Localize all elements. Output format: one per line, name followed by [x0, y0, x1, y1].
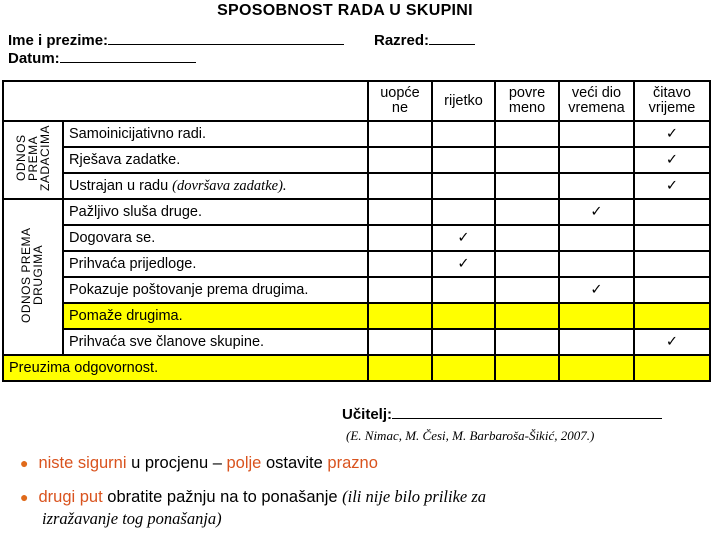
page-title: SPOSOBNOST RADA U SKUPINI	[217, 2, 473, 19]
row-label: Prihvaća sve članove skupine.	[63, 329, 368, 355]
col-header: uopće ne	[368, 81, 432, 121]
date-field[interactable]	[8, 50, 196, 67]
rating-cell[interactable]	[634, 147, 710, 173]
row-label: Pažljivo sluša druge.	[63, 199, 368, 225]
teacher-label: Učitelj:	[342, 406, 393, 423]
rating-cell[interactable]	[634, 199, 710, 225]
row-label: Ustrajan u radu (dovršava zadatke).	[63, 173, 368, 199]
rating-cell[interactable]	[495, 303, 559, 329]
rating-cell[interactable]	[559, 277, 634, 303]
table-row	[3, 225, 710, 251]
rating-cell[interactable]	[634, 225, 710, 251]
rating-cell[interactable]	[368, 329, 432, 355]
rating-cell[interactable]	[432, 173, 495, 199]
rating-cell[interactable]	[368, 303, 432, 329]
rating-cell[interactable]	[634, 277, 710, 303]
rating-cell[interactable]	[432, 199, 495, 225]
rating-cell[interactable]	[559, 251, 634, 277]
rating-cell[interactable]	[368, 251, 432, 277]
check-icon: ✓	[665, 334, 679, 350]
name-field[interactable]	[8, 32, 344, 49]
rating-cell[interactable]	[368, 173, 432, 199]
check-icon: ✓	[457, 256, 470, 272]
name-line[interactable]	[108, 32, 344, 45]
rating-cell[interactable]	[559, 329, 634, 355]
table-row	[3, 251, 710, 277]
date-line[interactable]	[60, 50, 196, 63]
col-header: čitavo vrijeme	[634, 81, 710, 121]
rating-cell[interactable]	[432, 303, 495, 329]
rating-cell[interactable]	[634, 329, 710, 355]
row-label: Prihvaća prijedloge.	[63, 251, 368, 277]
rating-cell[interactable]	[559, 303, 634, 329]
rating-cell[interactable]	[634, 355, 710, 381]
rating-cell[interactable]	[634, 121, 710, 147]
rating-cell[interactable]	[634, 251, 710, 277]
row-label: Samoinicijativno radi.	[63, 121, 368, 147]
rating-cell[interactable]	[432, 121, 495, 147]
rating-cell[interactable]	[432, 225, 495, 251]
rating-cell[interactable]	[432, 251, 495, 277]
note-2: ● drugi put obratite pažnju na to ponašanje (ili nije bilo prilike za	[20, 487, 487, 506]
note-2-continued: izražavanje tog ponašanja)	[42, 509, 222, 528]
rating-cell[interactable]	[559, 147, 634, 173]
col-header: povre meno	[495, 81, 559, 121]
rating-cell[interactable]	[634, 303, 710, 329]
class-line[interactable]	[429, 32, 475, 45]
rating-cell[interactable]	[495, 199, 559, 225]
rating-cell[interactable]	[368, 121, 432, 147]
header-row	[3, 81, 710, 121]
rating-cell[interactable]	[368, 147, 432, 173]
table-row	[3, 329, 710, 355]
table-row	[3, 303, 710, 329]
header-blank	[3, 81, 368, 121]
check-icon: ✓	[665, 126, 679, 142]
check-icon: ✓	[665, 152, 679, 168]
row-label: Dogovara se.	[63, 225, 368, 251]
table-row	[3, 277, 710, 303]
name-label: Ime i prezime:	[8, 32, 109, 49]
rating-cell[interactable]	[432, 355, 495, 381]
teacher-field[interactable]	[342, 406, 662, 423]
bullet-icon: ●	[20, 455, 29, 471]
bullet-icon: ●	[20, 489, 29, 505]
rating-cell[interactable]	[559, 225, 634, 251]
rating-cell[interactable]	[495, 251, 559, 277]
check-icon: ✓	[457, 230, 470, 246]
check-icon: ✓	[665, 178, 679, 194]
rating-cell[interactable]	[634, 173, 710, 199]
citation: (E. Nimac, M. Česi, M. Barbaroša-Šikić, 2007.)	[346, 428, 595, 443]
table-row	[3, 355, 710, 381]
rating-cell[interactable]	[368, 199, 432, 225]
check-icon: ✓	[590, 282, 603, 298]
table-row	[3, 147, 710, 173]
col-header: rijetko	[432, 81, 495, 121]
rating-cell[interactable]	[495, 355, 559, 381]
table-row	[3, 173, 710, 199]
rating-cell[interactable]	[495, 329, 559, 355]
note-1: ● niste sigurni u procjenu – polje ostavite prazno	[20, 454, 378, 472]
rating-cell[interactable]	[495, 173, 559, 199]
assessment-table	[2, 80, 711, 382]
rating-cell[interactable]	[495, 277, 559, 303]
row-label: Pomaže drugima.	[63, 303, 368, 329]
group-label-others: ODNOS PREMA DRUGIMA	[3, 199, 63, 355]
rating-cell[interactable]	[432, 147, 495, 173]
rating-cell[interactable]	[368, 277, 432, 303]
date-label: Datum:	[8, 50, 60, 67]
table-row	[3, 199, 710, 225]
row-label: Pokazuje poštovanje prema drugima.	[63, 277, 368, 303]
rating-cell[interactable]	[368, 225, 432, 251]
rating-cell[interactable]	[495, 121, 559, 147]
row-label: Rješava zadatke.	[63, 147, 368, 173]
rating-cell[interactable]	[368, 355, 432, 381]
class-field[interactable]	[374, 32, 475, 49]
rating-cell[interactable]	[495, 147, 559, 173]
rating-cell[interactable]	[432, 329, 495, 355]
class-label: Razred:	[374, 32, 430, 49]
col-header: veći dio vremena	[559, 81, 634, 121]
table-row	[3, 121, 710, 147]
rating-cell[interactable]	[559, 199, 634, 225]
rating-cell[interactable]	[559, 173, 634, 199]
rating-cell[interactable]	[432, 277, 495, 303]
rating-cell[interactable]	[495, 225, 559, 251]
rating-cell[interactable]	[559, 121, 634, 147]
teacher-line[interactable]	[392, 406, 662, 419]
rating-cell[interactable]	[559, 355, 634, 381]
check-icon: ✓	[590, 204, 603, 220]
group-label-tasks: ODNOS PREMA ZADACIMA	[3, 121, 63, 199]
row-label: Preuzima odgovornost.	[3, 355, 368, 381]
